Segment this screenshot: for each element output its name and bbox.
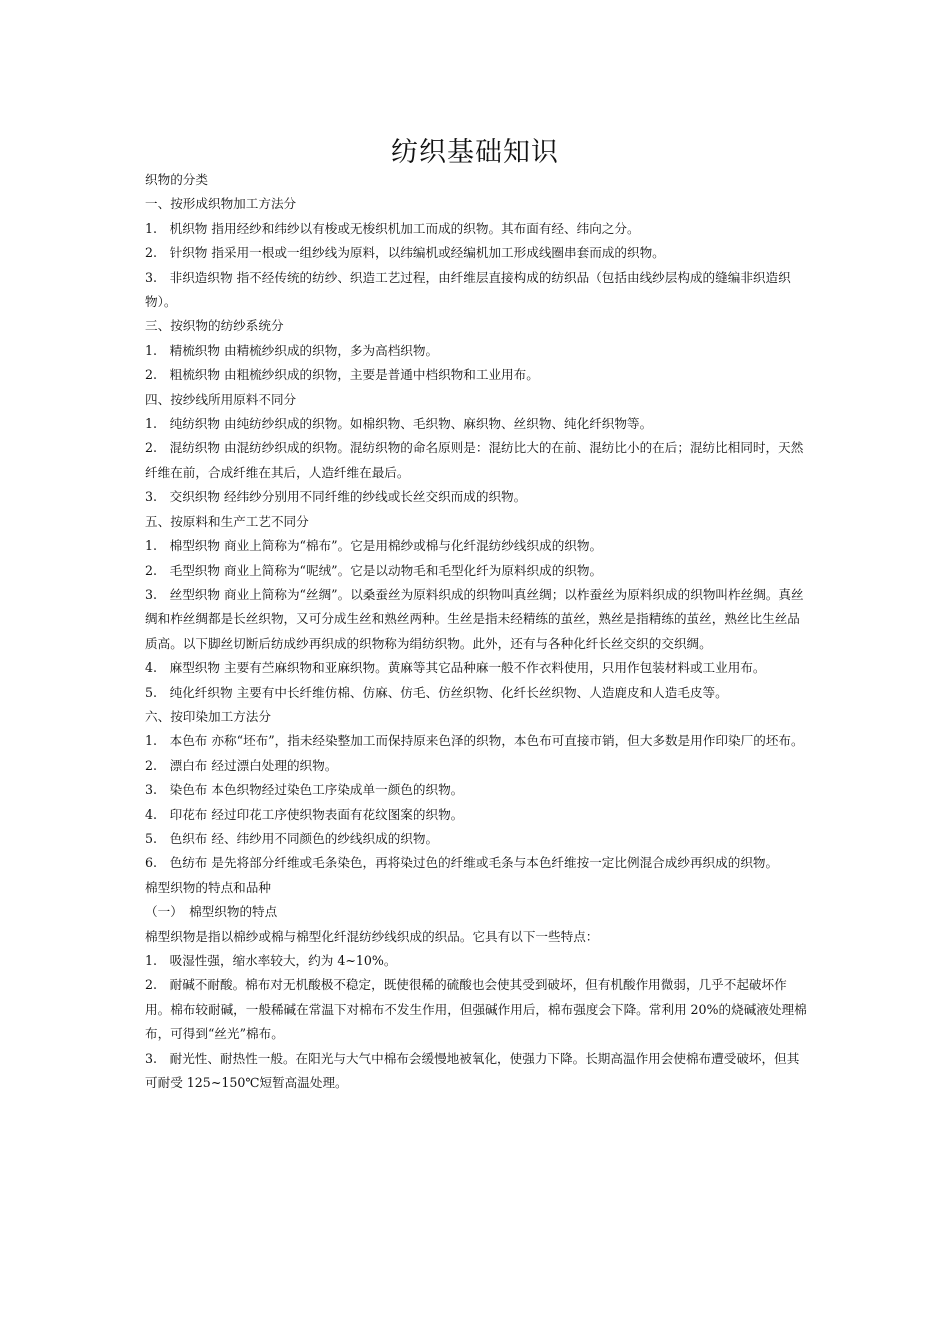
paragraph: 一、按形成织物加工方法分	[145, 196, 297, 212]
paragraph: 四、按纱线所用原料不同分	[145, 391, 297, 407]
paragraph: 2. 漂白布 经过漂白处理的织物。	[145, 757, 338, 773]
paragraph: 4. 麻型织物 主要有苎麻织物和亚麻织物。黄麻等其它品种麻一般不作衣料使用，只用作包装材料或工业用布。	[145, 660, 766, 676]
paragraph: 六、按印染加工方法分	[145, 708, 271, 724]
paragraph: 2. 耐碱不耐酸。棉布对无机酸极不稳定，既使很稀的硫酸也会使其受到破坏，但有机酸作用微弱，几乎不起破坏作用。棉布较耐碱，一般稀碱在常温下对棉布不发生作用，但强碱作用后，棉布强度会下降。常利用 20%的烧碱液处理棉布，可得到“丝光”棉布。	[145, 977, 807, 1042]
paragraph: 1. 本色布 亦称“坯布”，指未经染整加工而保持原来色泽的织物，本色布可直接市销，但大多数是用作印染厂的坯布。	[145, 733, 804, 749]
paragraph: 3. 丝型织物 商业上简称为“丝绸”。以桑蚕丝为原料织成的织物叫真丝绸；以柞蚕丝为原料织成的织物叫柞丝绸。真丝绸和柞丝绸都是长丝织物，又可分成生丝和熟丝两种。生丝是指未经精练的茧丝，熟丝是指精练的茧丝，熟丝比生丝品质高。以下脚丝切断后纺成纱再织成的织物称为绢纺织物。此外，还有与各种化纤长丝交织的交织绸。	[145, 586, 804, 651]
paragraph: 5. 纯化纤织物 主要有中长纤维仿棉、仿麻、仿毛、仿丝织物、化纤长丝织物、人造鹿皮和人造毛皮等。	[145, 684, 728, 700]
paragraph: 棉型织物是指以棉纱或棉与棉型化纤混纺纱线织成的织品。它具有以下一些特点：	[145, 928, 599, 944]
paragraph: 五、按原料和生产工艺不同分	[145, 513, 309, 529]
paragraph: 1. 吸湿性强，缩水率较大，约为 4~10%。	[145, 953, 397, 968]
paragraph: 2. 毛型织物 商业上简称为“呢绒”。它是以动物毛和毛型化纤为原料织成的织物。	[145, 562, 603, 578]
paragraph: 1. 棉型织物 商业上简称为“棉布”。它是用棉纱或棉与化纤混纺纱线织成的织物。	[145, 538, 603, 554]
paragraph: 3. 耐光性、耐热性一般。在阳光与大气中棉布会缓慢地被氧化，使强力下降。长期高温作用会使棉布遭受破坏，但其可耐受 125~150℃短暂高温处理。	[145, 1050, 800, 1091]
paragraph: 3. 非织造织物 指不经传统的纺纱、织造工艺过程，由纤维层直接构成的纺织品（包括由线纱层构成的缝编非织造织物）。	[145, 269, 791, 310]
paragraph: 5. 色织布 经、纬纱用不同颜色的纱线织成的织物。	[145, 830, 439, 846]
document-body	[145, 168, 808, 1095]
paragraph: 4. 印花布 经过印花工序使织物表面有花纹图案的织物。	[145, 806, 464, 822]
paragraph: 2. 粗梳织物 由粗梳纱织成的织物，主要是普通中档织物和工业用布。	[145, 367, 539, 383]
paragraph: 3. 染色布 本色织物经过染色工序染成单一颜色的织物。	[145, 782, 464, 798]
page-title: 纺织基础知识	[391, 137, 559, 169]
paragraph: 6. 色纺布 是先将部分纤维或毛条染色，再将染过色的纤维或毛条与本色纤维按一定比例混合成纱再织成的织物。	[145, 855, 779, 871]
paragraph: 2. 针织物 指采用一根或一组纱线为原料，以纬编机或经编机加工形成线圈串套而成的织物。	[145, 245, 665, 261]
paragraph: 2. 混纺织物 由混纺纱织成的织物。混纺织物的命名原则是：混纺比大的在前、混纺比小的在后；混纺比相同时，天然纤维在前，合成纤维在其后，人造纤维在最后。	[145, 440, 804, 480]
paragraph: （一） 棉型织物的特点	[145, 904, 278, 920]
paragraph: 1. 精梳织物 由精梳纱织成的织物，多为高档织物。	[145, 342, 439, 358]
paragraph: 3. 交织织物 经纬纱分别用不同纤维的纱线或长丝交织而成的织物。	[145, 489, 527, 505]
paragraph: 1. 机织物 指用经纱和纬纱以有梭或无梭织机加工而成的织物。其布面有经、纬向之分。	[145, 220, 640, 236]
paragraph: 三、按织物的纺纱系统分	[145, 318, 284, 334]
paragraph: 织物的分类	[145, 172, 208, 187]
paragraph: 棉型织物的特点和品种	[145, 879, 271, 895]
paragraph: 1. 纯纺织物 由纯纺纱织成的织物。如棉织物、毛织物、麻织物、丝织物、纯化纤织物等。	[145, 416, 653, 432]
